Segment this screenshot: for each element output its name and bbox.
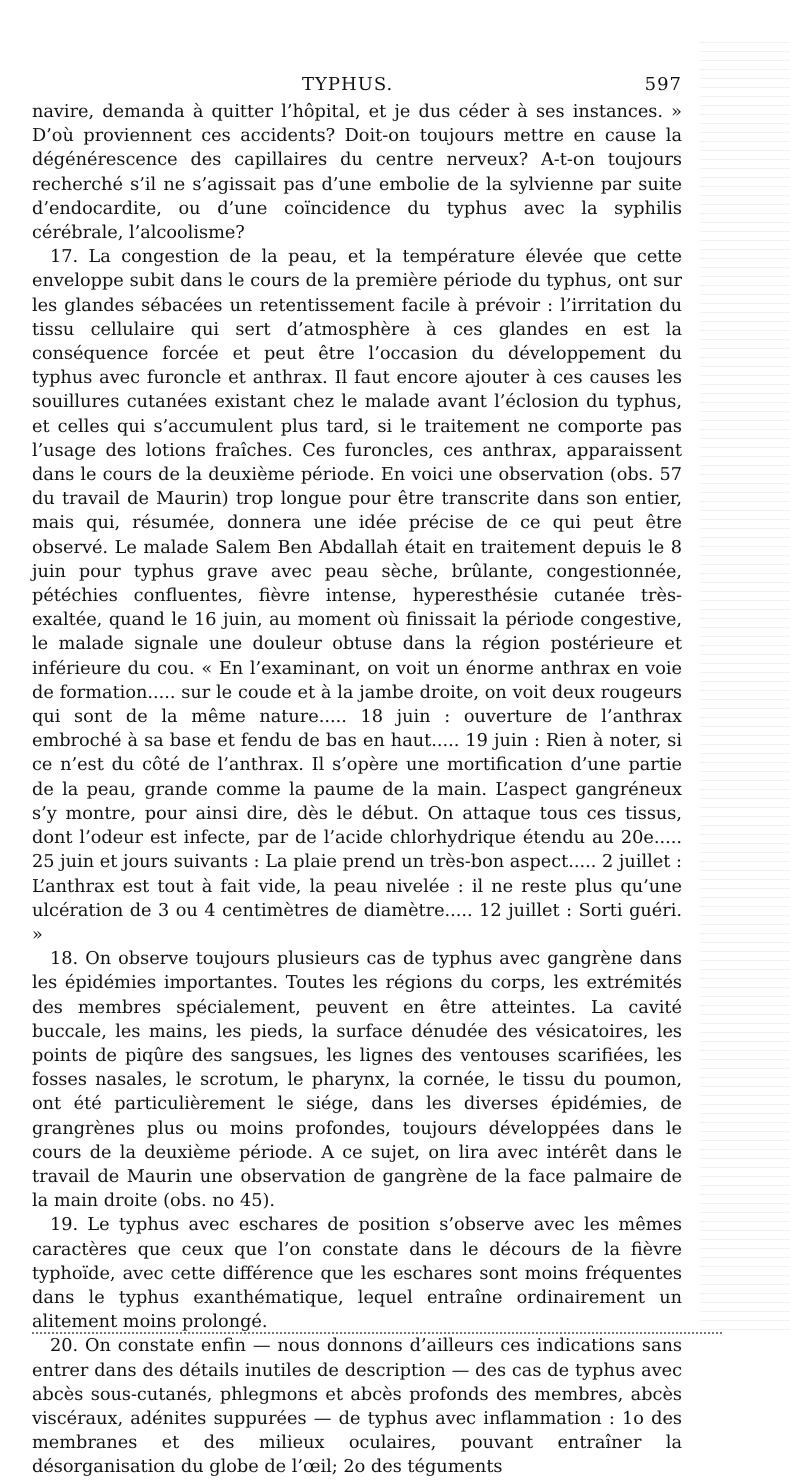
paragraph-17: 17. La congestion de la peau, et la température élevée que cette enveloppe subit dans le cours de la première période du typhus, ont sur les glandes sébacées un retentissement facile à prévoir : l’irritation du tissu cellulaire qui sert d’atmosphère à ces glandes en est la conséquence forcée et peut être l’occasion du développement du typhus avec furoncle et anthrax. Il faut encore ajouter à ces causes les souillures cutanées existant chez le malade avant l’éclosion du typhus, et celles qui s’accumulent plus tard, si le traitement ne comporte pas l’usage des lotions fraîches. Ces furoncles, ces anthrax, apparaissent dans le cours de la deuxième période. En voici une observation (obs. 57 du travail de Maurin) trop longue pour être transcrite dans son entier, mais qui, résumée, donnera une idée précise de ce qui peut être observé. Le malade Salem Ben Abdallah était en traitement depuis le 8 juin pour typhus grave avec peau sèche, brûlante, congestionnée, pétéchies confluentes, fièvre intense, hyperesthésie cutanée très-exaltée, quand le 16 juin, au moment où finissait la période congestive, le malade signale une douleur obtuse dans la région postérieure et inférieure du cou. « En l’examinant, on voit un énorme anthrax en voie de formation..... sur le coude et à la jambe droite, on voit deux rougeurs qui sont de la même nature..... 18 juin : ouverture de l’anthrax embroché à sa base et fendu de bas en haut..... 19 juin : Rien à noter, si ce n’est du côté de l’anthrax. Il s’opère une mortification d’une partie de la peau, grande comme la paume de la main. L’aspect gangréneux s’y montre, pour ainsi dire, dès le début. On attaque tous ces tissus, dont l’odeur est infecte, par de l’acide chlorhydrique étendu au 20e..... 25 juin et jours suivants : La plaie prend un très-bon aspect..... 2 juillet : L’anthrax est tout à fait vide, la peau nivelée : il ne reste plus qu’une ulcération de 3 ou 4 centimètres de diamètre..... 12 juillet : Sorti guéri. » xyxy=(32,247,682,945)
paragraph-18: 18. On observe toujours plusieurs cas de typhus avec gangrène dans les épidémies importantes. Toutes les régions du corps, les extrémités des membres spécialement, peuvent en être atteintes. La cavité buccale, les mains, les pieds, la surface dénudée des vésicatoires, les points de piqûre des sangsues, les lignes des ventouses scarifiées, les fosses nasales, le scrotum, le pharynx, la cornée, le tissu du poumon, ont été particulièrement le siége, dans les diverses épidémies, de grangrènes plus ou moins profondes, toujours développées dans le cours de la deuxième période. A ce sujet, on lira avec intérêt dans le travail de Maurin une observation de gangrène de la face palmaire de la main droite (obs. no 45). xyxy=(32,949,682,1212)
paragraph-20: 20. On constate enfin — nous donnons d’ailleurs ces indications sans entrer dans des détails inutiles de description — des cas de typhus avec abcès sous-cutanés, phlegmons et abcès profonds des membres, abcès viscéraux, adénites suppurées — de typhus avec inflammation : 1o des membranes et des milieux oculaires, pouvant entraîner la désorganisation du globe de l’œil; 2o des téguments xyxy=(32,1336,682,1478)
footer-dotted-rule xyxy=(32,1332,722,1334)
running-title: TYPHUS. xyxy=(302,74,394,95)
paragraph-continuation: navire, demanda à quitter l’hôpital, et je dus céder à ses instances. » D’où proviennent ces accidents? Doit-on toujours mettre en cause la dégénérescence des capillaires du centre nerveux? A-t-on toujours recherché s’il ne s’agissait pas d’une embolie de la sylvienne par suite d’endocardite, ou d’une coïncidence du typhus avec la syphilis cérébrale, l’alcoolisme? xyxy=(32,102,682,244)
body-text xyxy=(32,100,682,1480)
page-number: 597 xyxy=(644,74,682,95)
paragraph-19: 19. Le typhus avec eschares de position s’observe avec les mêmes caractères que ceux que l’on constate dans le décours de la fièvre typhoïde, avec cette différence que les eschares sont moins fréquentes dans le typhus exanthématique, lequel entraîne ordinairement un alitement moins prolongé. xyxy=(32,1215,682,1333)
page-header xyxy=(32,70,682,100)
